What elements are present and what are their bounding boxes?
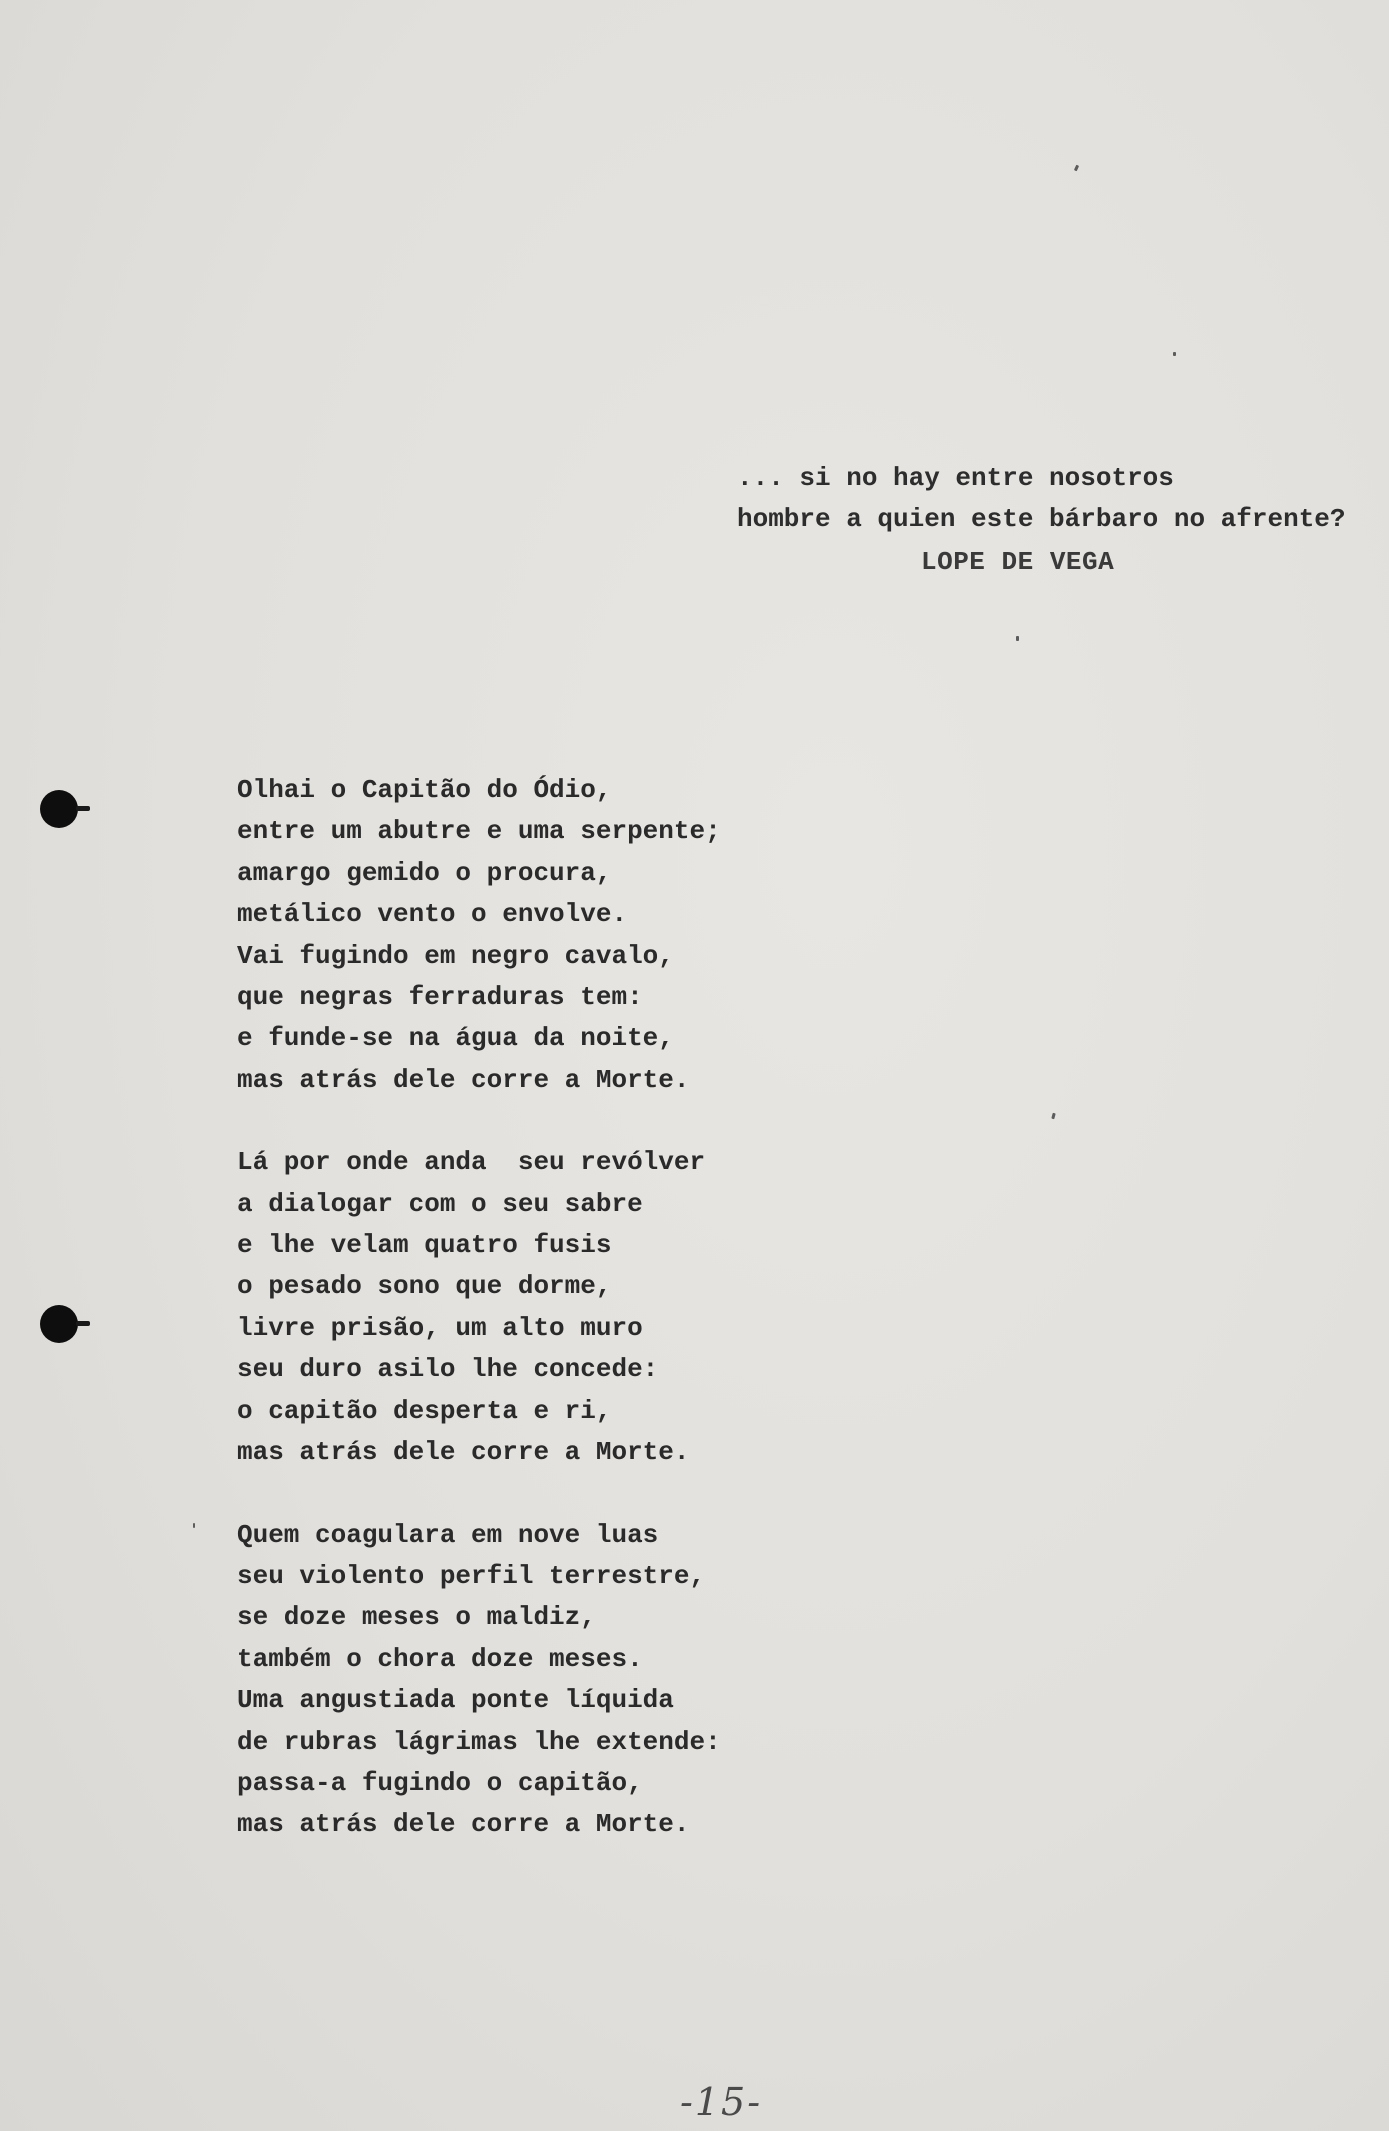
verse: mas atrás dele corre a Morte. [237, 1809, 690, 1840]
punch-hole [40, 790, 78, 828]
paper-speck [1016, 636, 1019, 641]
verse: seu violento perfil terrestre, [237, 1560, 706, 1591]
verse: seu duro asilo lhe concede: [237, 1354, 659, 1385]
verse: e funde-se na água da noite, [237, 1023, 674, 1054]
verse: Uma angustiada ponte líquida [237, 1685, 674, 1716]
verse: Quem coagulara em nove luas [237, 1519, 659, 1550]
verse: mas atrás dele corre a Morte. [237, 1437, 690, 1468]
verse: e lhe velam quatro fusis [237, 1230, 612, 1261]
verse: metálico vento o envolve. [237, 899, 628, 930]
epigraph-author: LOPE DE VEGA [921, 547, 1115, 577]
epigraph-line: hombre a quien este bárbaro no afrente? [737, 504, 1346, 534]
poem [237, 770, 857, 1887]
stanza-3 [237, 1515, 857, 1846]
verse: o capitão desperta e ri, [237, 1395, 612, 1426]
paper-speck [1173, 352, 1176, 356]
stanza-1 [237, 770, 857, 1101]
epigraph-line: ... si no hay entre nosotros [737, 463, 1174, 493]
verse: Vai fugindo em negro cavalo, [237, 940, 674, 971]
stanza-2 [237, 1142, 857, 1473]
paper-speck [1074, 165, 1079, 172]
verse: o pesado sono que dorme, [237, 1271, 612, 1302]
epigraph [737, 458, 1377, 583]
verse: Olhai o Capitão do Ódio, [237, 775, 612, 805]
verse: livre prisão, um alto muro [237, 1312, 643, 1343]
verse: que negras ferraduras tem: [237, 982, 643, 1013]
verse: Lá por onde anda seu revólver [237, 1147, 706, 1178]
punch-hole [40, 1305, 78, 1343]
verse: também o chora doze meses. [237, 1643, 643, 1674]
verse: de rubras lágrimas lhe extende: [237, 1726, 721, 1757]
verse: se doze meses o maldiz, [237, 1602, 596, 1633]
verse: passa-a fugindo o capitão, [237, 1767, 643, 1798]
verse: amargo gemido o procura, [237, 857, 612, 888]
verse: mas atrás dele corre a Morte. [237, 1064, 690, 1095]
paper-speck [193, 1523, 195, 1528]
verse: entre um abutre e uma serpente; [237, 816, 721, 847]
verse: a dialogar com o seu sabre [237, 1188, 643, 1219]
paper-speck [1051, 1113, 1055, 1120]
page-number: -15- [680, 2080, 763, 2124]
